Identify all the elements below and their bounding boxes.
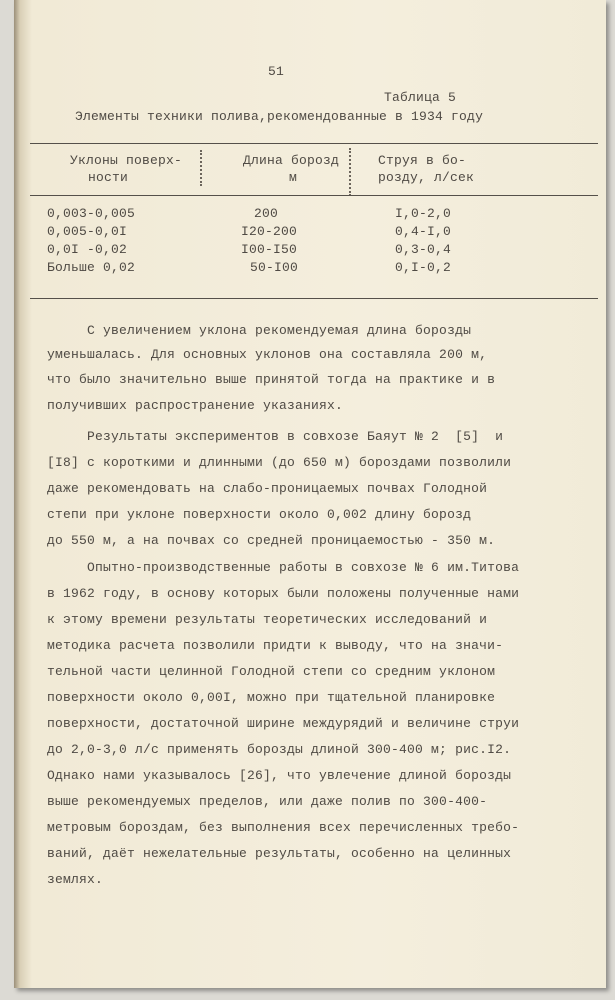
header-slope-2: ности [88,170,129,185]
header-length-1: Длина борозд [243,153,340,168]
table-top-rule [30,143,598,144]
cell-flow: 0,3-0,4 [395,242,452,257]
cell-slope: 0,005-0,0I [47,224,128,239]
text-line: до 2,0-3,0 л/с применять борозды длиной 300-400 м; рис.I2. [47,742,512,757]
header-length-2: м [289,170,298,185]
cell-length: I20-200 [241,224,298,239]
cell-slope: Больше 0,02 [47,260,136,275]
header-slope-1: Уклоны поверх- [70,153,183,168]
page-number: 51 [268,64,285,79]
text-line: выше рекомендуемых пределов, или даже полив по 300-400- [47,794,488,809]
text-line: метровым бороздам, без выполнения всех перечисленных требо- [47,820,520,835]
text-line: до 550 м, а на почвах со средней проницаемостью - 350 м. [47,533,496,548]
table-label: Таблица 5 [384,90,457,105]
text-line: получивших распространение указаниях. [47,398,344,413]
cell-flow: I,0-2,0 [395,206,452,221]
text-line: в 1962 году, в основу которых были положены полученные нами [47,586,520,601]
text-line: что было значительно выше принятой тогда на практике и в [47,372,496,387]
cell-flow: 0,4-I,0 [395,224,452,239]
header-flow-2: розду, л/сек [378,170,475,185]
text-line: к этому времени результаты теоретических исследований и [47,612,488,627]
table-title: Элементы техники полива,рекомендованные в 1934 году [75,109,484,124]
cell-length: 50-I00 [250,260,299,275]
text-line: землях. [47,872,104,887]
column-divider [349,148,353,196]
text-line: поверхности, достаточной ширине междурядий и величине струи [47,716,520,731]
column-divider [200,150,204,186]
cell-flow: 0,I-0,2 [395,260,452,275]
cell-slope: 0,003-0,005 [47,206,136,221]
text-line: уменьшалась. Для основных уклонов она составляла 200 м, [47,347,488,362]
cell-slope: 0,0I -0,02 [47,242,128,257]
text-line: Однако нами указывалось [26], что увлечение длиной борозды [47,768,512,783]
text-line: методика расчета позволили придти к выводу, что на значи- [47,638,504,653]
cell-length: 200 [254,206,279,221]
text-line: Опытно-производственные работы в совхозе № 6 им.Титова [47,560,520,575]
table-bottom-rule [30,298,598,299]
text-line: даже рекомендовать на слабо-проницаемых почвах Голодной [47,481,488,496]
text-line: С увеличением уклона рекомендуемая длина борозды [47,323,472,338]
text-line: ваний, даёт нежелательные результаты, особенно на целинных [47,846,512,861]
text-line: степи при уклоне поверхности около 0,002 длину борозд [47,507,472,522]
header-flow-1: Струя в бо- [378,153,467,168]
cell-length: I00-I50 [241,242,298,257]
table-header-rule [30,195,598,196]
text-line: тельной части целинной Голодной степи со средним уклоном [47,664,496,679]
text-line: Результаты экспериментов в совхозе Баяут № 2 [5] и [47,429,504,444]
text-line: поверхности около 0,00I, можно при тщательной планировке [47,690,496,705]
text-line: [I8] с короткими и длинными (до 650 м) бороздами позволили [47,455,512,470]
